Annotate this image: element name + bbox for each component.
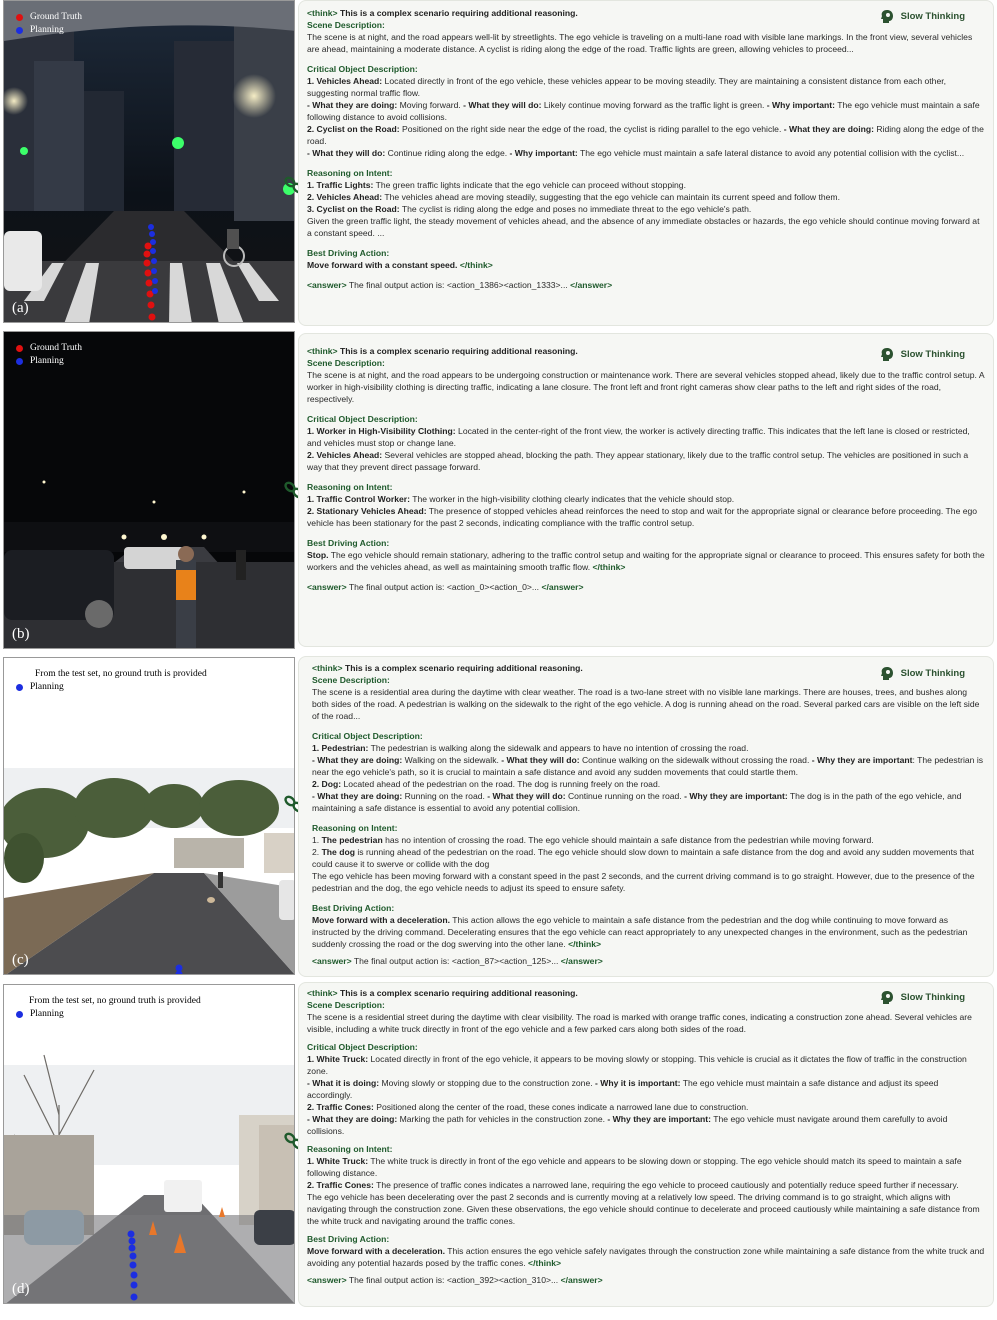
reason-text: The white truck is directly in front of the ego vehicle and appears to be slowing down or stopping. The ego vehicle should match its speed to maintain a safe following distance. <box>307 1156 962 1178</box>
think-open-tag: <think> <box>307 8 338 18</box>
night-construction-scene <box>4 332 295 649</box>
reasoning-card-c <box>298 656 994 977</box>
row-a <box>0 0 997 330</box>
think-open-tag: <think> <box>307 346 338 356</box>
crit-term: 1. Pedestrian: <box>312 743 369 753</box>
reason-text: The presence of stopped vehicles ahead reinforces the need to stop and wait for the appropriate signal or clearance before proceeding. The ego vehicle has been stationary for the past 2 seconds, indicating compliance with the traffic control setup. <box>307 506 978 528</box>
ground-truth-marker <box>16 345 23 352</box>
scene-text: The scene is at night, and the road appears to be undergoing construction or maintenance work. There are several vehicles stopped ahead, likely due to the traffic control setup. A worker in high-visibility clothing is directing traffic, indicating a lane closure. The front left and front right cameras show clear paths to the left and right sides of the road, respectively. <box>307 370 985 404</box>
crit-text: Positioned along the center of the road, these cones indicate a narrowed lane due to construction. <box>373 1102 749 1112</box>
crit-term: - What they are doing: <box>312 791 403 801</box>
crit-term: - What they will do: <box>463 100 542 110</box>
answer-open-tag: <answer> <box>312 956 352 966</box>
intro-text: This is a complex scenario requiring additional reasoning. <box>339 8 578 18</box>
action-heading: Best Driving Action: <box>312 903 395 913</box>
reason-text: is running ahead of the pedestrian on the road. The ego vehicle should slow down to maintain a safe distance from the dog and avoid any sudden movements that could cause it to swerve or collide with the dog <box>312 847 974 869</box>
camera-image-d <box>3 984 295 1304</box>
legend <box>16 995 201 1021</box>
crit-term: 2. Traffic Cones: <box>307 1102 374 1112</box>
crit-term: - What they will do: <box>487 791 566 801</box>
reason-term: 1. Traffic Control Worker: <box>307 494 410 504</box>
crit-term: - What they are doing: <box>307 100 398 110</box>
reason-text: 2. <box>312 847 322 857</box>
crit-text: Positioned on the right side near the edge of the road, the cyclist is riding parallel to the ego vehicle. <box>399 124 784 134</box>
ground-truth-marker <box>16 14 23 21</box>
scene-heading: Scene Description: <box>312 675 390 685</box>
crit-text: Walking on the sidewalk. <box>402 755 502 765</box>
reasoning-heading: Reasoning on Intent: <box>307 1144 393 1154</box>
think-close-tag: </think> <box>459 260 493 270</box>
reason-text: The vehicles ahead are moving steadily, suggesting that the ego vehicle can maintain its current speed and follow them. <box>382 192 840 202</box>
answer-actions: <action_392><action_310>... <box>446 1275 559 1285</box>
crit-text: The ego vehicle must navigate around them carefully to avoid collisions. <box>307 1114 948 1136</box>
answer-actions: <action_87><action_125>... <box>451 956 559 966</box>
residential-day-scene <box>4 658 295 975</box>
reason-text: The green traffic lights indicate that the ego vehicle can proceed without stopping. <box>373 180 686 190</box>
badge-label: Slow Thinking <box>900 992 965 1003</box>
answer-close-tag: </answer> <box>570 280 613 290</box>
scene-heading: Scene Description: <box>307 20 385 30</box>
think-open-tag: <think> <box>312 663 343 673</box>
crit-text: Continue riding along the edge. <box>385 148 510 158</box>
panel-label: (d) <box>12 1281 30 1297</box>
crit-term: - What they will do: <box>307 148 386 158</box>
brain-head-icon <box>879 9 895 25</box>
badge-label: Slow Thinking <box>900 349 965 360</box>
reasoning-card-d <box>298 982 994 1307</box>
action-text: This action allows the ego vehicle to maintain a safe distance from the pedestrian and the dog while continuing to move forward as instructed by the driving command. Decelerating ensures that the ego vehicle can react appropriately to any unexpected changes in the environment, such as the pedestrian suddenly crossing the road or the dog swerving into the other lane. <box>312 915 968 949</box>
action-heading: Best Driving Action: <box>307 538 390 548</box>
row-b <box>0 331 997 653</box>
brain-head-icon <box>879 347 895 363</box>
reason-term: 1. Traffic Lights: <box>307 180 374 190</box>
scene-heading: Scene Description: <box>307 1000 385 1010</box>
reasoning-heading: Reasoning on Intent: <box>307 482 393 492</box>
crit-text: Continue running on the road. <box>565 791 685 801</box>
reasoning-heading: Reasoning on Intent: <box>312 823 398 833</box>
crit-term: - Why it is important: <box>595 1078 681 1088</box>
action-heading: Best Driving Action: <box>307 248 390 258</box>
reason-term: 1. White Truck: <box>307 1156 369 1166</box>
legend <box>16 342 82 368</box>
scene-text: The scene is a residential area during the daytime with clear weather. The road is a two-lane street with no visible lane markings. There are houses, trees, and bushes along both sides of the road. A pedestrian is walking on the sidewalk to the right of the ego vehicle. A dog is running ahead on the road. Several parked cars are visible on the left side of the road... <box>312 687 980 721</box>
answer-prefix: The final output action is: <box>353 956 450 966</box>
crit-term: - Why they are important <box>811 755 913 765</box>
legend-planning: Planning <box>30 25 64 35</box>
crit-term: - What they will do: <box>501 755 580 765</box>
panel-label: (b) <box>12 626 30 642</box>
intro-text: This is a complex scenario requiring additional reasoning. <box>344 663 583 673</box>
crit-term: - What they are doing: <box>783 124 874 134</box>
critical-heading: Critical Object Description: <box>312 731 423 741</box>
badge-label: Slow Thinking <box>900 668 965 679</box>
reason-text: The ego vehicle has been moving forward with a constant speed in the past 2 seconds, and the current driving command is to go straight. However, due to the presence of the pedestrian and the dog, the ego vehicle needs to adjust its speed to ensure safety. <box>312 871 975 893</box>
think-close-tag: </think> <box>528 1258 561 1268</box>
crit-text: Located directly in front of the ego vehicle, these vehicles appear to be moving steadily. They are maintaining a consistent distance from each other, suggesting normal traffic flow. <box>307 76 947 98</box>
crit-text: Moving slowly or stopping due to the construction zone. <box>379 1078 595 1088</box>
action-text: This action ensures the ego vehicle safely navigates through the construction zone while maintaining a safe distance from the white truck and avoiding any potential hazards posed by the traffic cones. <box>307 1246 985 1268</box>
action-bold: Move forward with a deceleration. <box>312 915 451 925</box>
answer-close-tag: </answer> <box>560 1275 603 1285</box>
crit-text: Several vehicles are stopped ahead, blocking the path. They appear stationary, likely due to the traffic control setup. The vehicles are positioned in such a way that they prevent direct passage forward. <box>307 450 969 472</box>
legend-ground-truth: Ground Truth <box>30 343 82 353</box>
slow-thinking-badge <box>879 9 965 25</box>
camera-image-b <box>3 331 295 649</box>
legend-no-ground-truth: From the test set, no ground truth is provided <box>29 996 201 1006</box>
crit-term: 2. Vehicles Ahead: <box>307 450 383 460</box>
crit-term: - Why important: <box>509 148 578 158</box>
crit-text: Located in the center-right of the front view, the worker is actively directing traffic. This indicates that the left lane is closed or restricted, and vehicles must stop or change lane. <box>307 426 970 448</box>
crit-term: 2. Dog: <box>312 779 342 789</box>
slow-thinking-badge <box>879 666 965 682</box>
crit-text: Riding along the edge of the road. <box>307 124 984 146</box>
panel-label: (a) <box>12 300 29 316</box>
action-bold: Move forward with a deceleration. <box>307 1246 446 1256</box>
camera-image-a <box>3 0 295 323</box>
reason-text: Given the green traffic light, the steady movement of vehicles ahead, and the absence of any immediate obstacles or hazards, the ego vehicle should continue moving forward at a constant speed. ... <box>307 216 980 238</box>
panel-label: (c) <box>12 952 29 968</box>
reason-text: The presence of traffic cones indicates a narrowed lane, requiring the ego vehicle to proceed cautiously and potentially reduce speed further if necessary. <box>373 1180 959 1190</box>
crit-term: - What they are doing: <box>307 1114 398 1124</box>
reasoning-card-b <box>298 333 994 647</box>
answer-prefix: The final output action is: <box>348 1275 445 1285</box>
crit-term: 1. Worker in High-Visibility Clothing: <box>307 426 456 436</box>
reason-term: 2. Stationary Vehicles Ahead: <box>307 506 427 516</box>
answer-prefix: The final output action is: <box>348 582 445 592</box>
answer-prefix: The final output action is: <box>348 280 445 290</box>
slow-thinking-badge <box>879 347 965 363</box>
crit-text: The ego vehicle must maintain a safe lateral distance to avoid any potential collision with the cyclist... <box>577 148 965 158</box>
crit-text: Continue walking on the sidewalk without crossing the road. <box>579 755 812 765</box>
crit-text: The dog is in the path of the ego vehicle, and maintaining a safe distance is essential to avoid any potential collision. <box>312 791 962 813</box>
crit-term: - Why they are important: <box>607 1114 712 1124</box>
answer-close-tag: </answer> <box>541 582 584 592</box>
planning-marker <box>16 684 23 691</box>
crit-text: The ego vehicle must maintain a safe distance and adjust its speed accordingly. <box>307 1078 939 1100</box>
legend-planning: Planning <box>30 1009 64 1019</box>
planning-marker <box>16 27 23 34</box>
crit-term: 2. Cyclist on the Road: <box>307 124 400 134</box>
reason-text: The ego vehicle has been decelerating over the past 2 seconds and is currently moving at a relatively low speed. The driving command is to go straight, which aligns with navigating through the construction zone. Given these observations, the ego vehicle should continue to decelerate and proceed cautiously while maintaining a safe distance from the white truck and navigating around the traffic cones. <box>307 1192 980 1226</box>
crit-text: Moving forward. <box>397 100 464 110</box>
row-c <box>0 655 997 980</box>
legend-planning: Planning <box>30 356 64 366</box>
reason-text: 1. <box>312 835 322 845</box>
scene-heading: Scene Description: <box>307 358 385 368</box>
think-close-tag: </think> <box>592 562 626 572</box>
planning-marker <box>16 1011 23 1018</box>
reason-term: The pedestrian <box>321 835 383 845</box>
answer-actions: <action_1386><action_1333>... <box>446 280 568 290</box>
scene-text: The scene is a residential street during the daytime with clear visibility. The road is marked with orange traffic cones, indicating a construction zone ahead. Several vehicles are visible, including a white truck directly in front of the ego vehicle and a few parked cars along both sides of the road. <box>307 1012 972 1034</box>
badge-label: Slow Thinking <box>900 11 965 22</box>
intro-text: This is a complex scenario requiring additional reasoning. <box>339 988 578 998</box>
planning-marker <box>16 358 23 365</box>
construction-street-scene <box>4 985 295 1304</box>
answer-open-tag: <answer> <box>307 280 347 290</box>
intro-text: This is a complex scenario requiring additional reasoning. <box>339 346 578 356</box>
crit-text: Likely continue moving forward as the traffic light is green. <box>541 100 767 110</box>
legend <box>16 11 82 37</box>
reason-text: has no intention of crossing the road. The ego vehicle should maintain a safe distance from the pedestrian while moving forward. <box>382 835 874 845</box>
crit-text: Running on the road. <box>402 791 488 801</box>
think-open-tag: <think> <box>307 988 338 998</box>
reason-term: 2. Traffic Cones: <box>307 1180 374 1190</box>
reason-term: 2. Vehicles Ahead: <box>307 192 383 202</box>
legend-ground-truth: Ground Truth <box>30 12 82 22</box>
crit-term: - Why they are important: <box>684 791 788 801</box>
crit-term: - What they are doing: <box>312 755 403 765</box>
night-street-scene <box>4 1 295 323</box>
critical-heading: Critical Object Description: <box>307 414 418 424</box>
action-text: The ego vehicle should remain stationary, adhering to the traffic control setup and waiting for the appropriate signal or clearance to proceed. This ensures safety for both the workers and the vehicles ahead, as well as maintaining smooth traffic flow. <box>307 550 985 572</box>
answer-close-tag: </answer> <box>560 956 603 966</box>
legend <box>16 668 207 694</box>
brain-head-icon <box>879 990 895 1006</box>
crit-text: Marking the path for vehicles in the construction zone. <box>397 1114 608 1124</box>
crit-text: The pedestrian is walking along the sidewalk and appears to have no intention of crossing the road. <box>368 743 749 753</box>
crit-text: Located ahead of the pedestrian on the road. The dog is running freely on the road. <box>341 779 661 789</box>
think-close-tag: </think> <box>568 939 602 949</box>
brain-head-icon <box>879 666 895 682</box>
crit-text: Located directly in front of the ego vehicle, it appears to be moving slowly or stopping. This vehicle is crucial as it dictates the flow of traffic in the construction zone. <box>307 1054 967 1076</box>
crit-term: - What it is doing: <box>307 1078 380 1088</box>
reason-text: The worker in the high-visibility clothing clearly indicates that the vehicle should stop. <box>409 494 735 504</box>
crit-text: : The pedestrian is near the ego vehicle's path, so it is crucial to maintain a safe distance and avoid any sudden movements that could startle them. <box>312 755 984 777</box>
crit-term: 1. White Truck: <box>307 1054 369 1064</box>
row-d <box>0 982 997 1320</box>
crit-term: - Why important: <box>766 100 836 110</box>
answer-open-tag: <answer> <box>307 1275 347 1285</box>
crit-text: The ego vehicle must maintain a safe following distance to avoid collisions. <box>307 100 980 122</box>
reason-text: The cyclist is riding along the edge and poses no immediate threat to the ego vehicle's path. <box>399 204 752 214</box>
answer-actions: <action_0><action_0>... <box>446 582 540 592</box>
action-heading: Best Driving Action: <box>307 1234 390 1244</box>
slow-thinking-badge <box>879 990 965 1006</box>
camera-image-c <box>3 657 295 975</box>
critical-heading: Critical Object Description: <box>307 1042 418 1052</box>
action-bold: Move forward with a constant speed. <box>307 260 458 270</box>
reasoning-card-a <box>298 0 994 326</box>
critical-heading: Critical Object Description: <box>307 64 418 74</box>
reasoning-heading: Reasoning on Intent: <box>307 168 393 178</box>
scene-text: The scene is at night, and the road appears well-lit by streetlights. The ego vehicle is traveling on a multi-lane road with visible lane markings. In the front view, several vehicles are ahead, maintaining a moderate distance. A cyclist is riding along the edge of the road. Traffic lights are green, allowing vehicles to proceed... <box>307 32 973 54</box>
legend-no-ground-truth: From the test set, no ground truth is provided <box>35 669 207 679</box>
legend-planning: Planning <box>30 682 64 692</box>
action-bold: Stop. <box>307 550 329 560</box>
crit-term: 1. Vehicles Ahead: <box>307 76 383 86</box>
reason-term: The dog <box>321 847 355 857</box>
reason-term: 3. Cyclist on the Road: <box>307 204 400 214</box>
answer-open-tag: <answer> <box>307 582 347 592</box>
